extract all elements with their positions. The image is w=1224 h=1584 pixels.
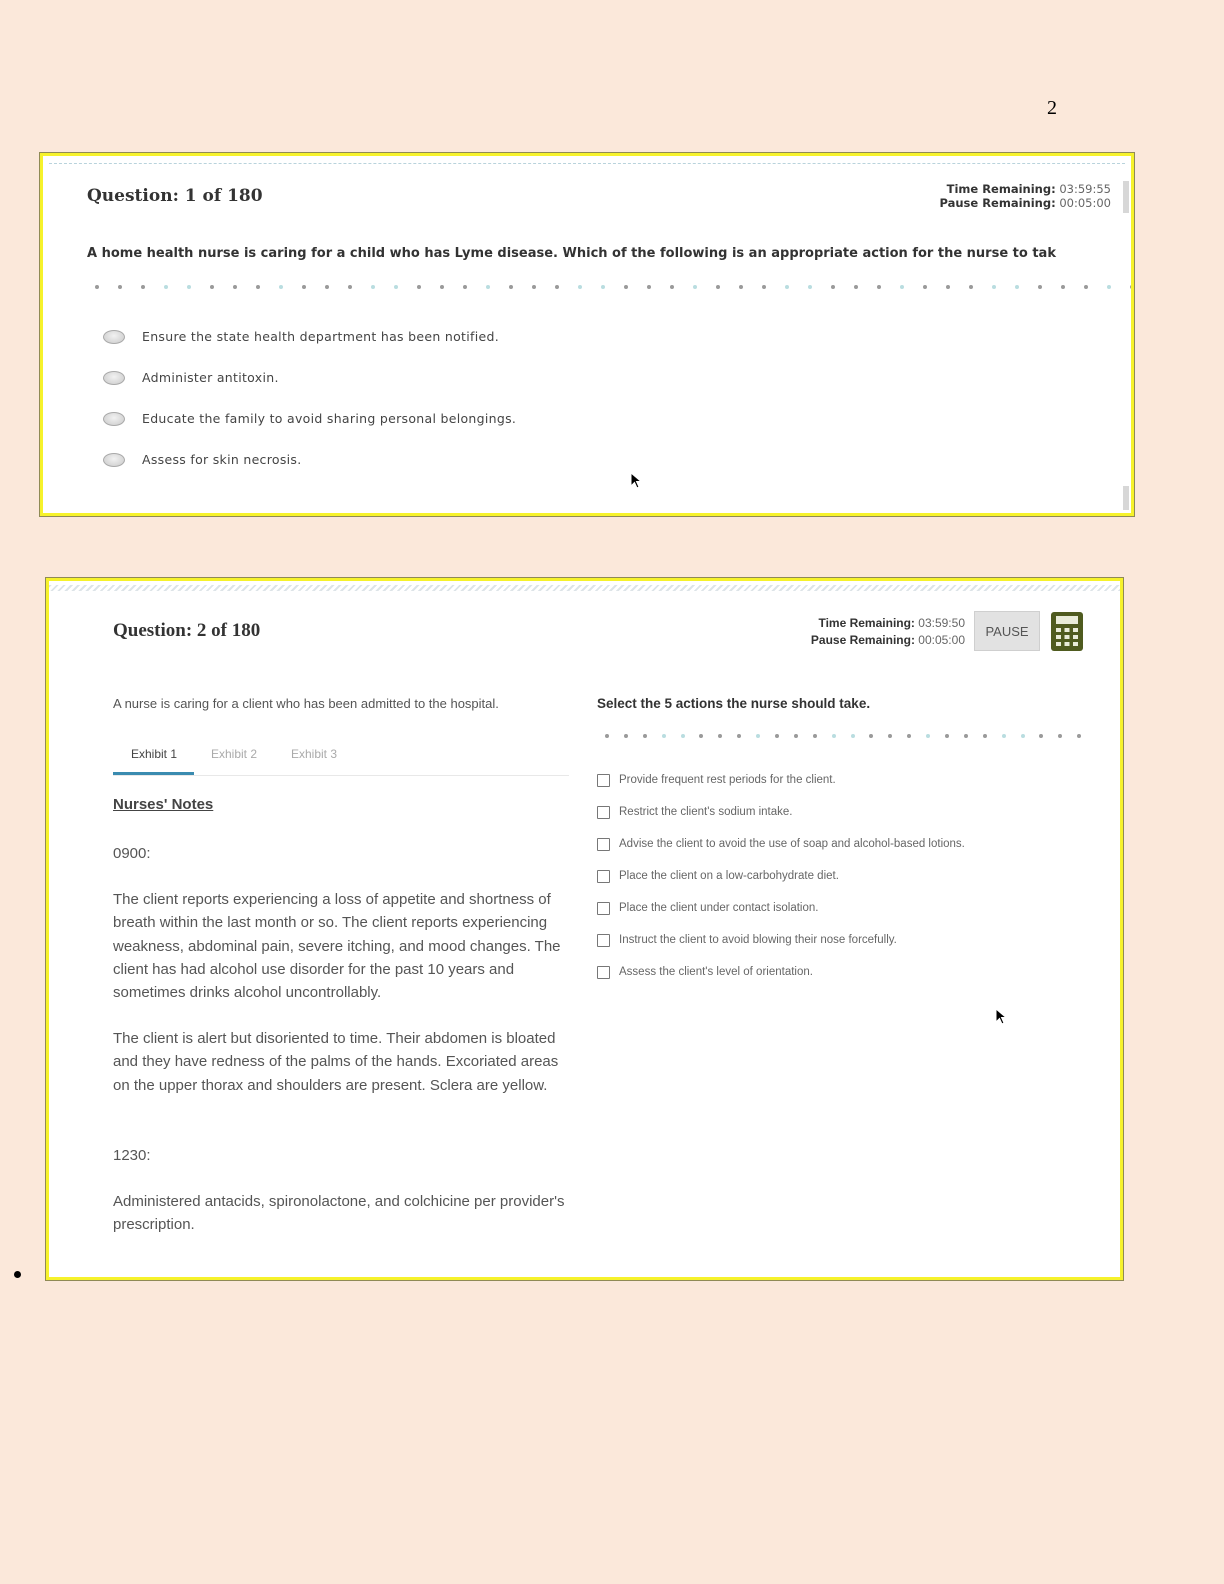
option-label: Administer antitoxin.: [142, 370, 279, 385]
divider-dot: [851, 734, 855, 738]
scrollbar-thumb-bottom[interactable]: [1123, 486, 1129, 510]
divider-dot: [95, 285, 99, 289]
timers: [811, 615, 965, 649]
divider-dot: [605, 734, 609, 738]
divider-dot: [509, 285, 513, 289]
divider-dot: [1107, 285, 1111, 289]
time-remaining-value: 03:59:55: [1059, 182, 1111, 196]
checkbox[interactable]: [597, 774, 610, 787]
divider-dot: [371, 285, 375, 289]
option-label: Educate the family to avoid sharing personal belongings.: [142, 411, 517, 426]
dotted-divider: [605, 732, 1095, 740]
answer-option[interactable]: [103, 357, 516, 398]
list-bullet: [14, 1271, 21, 1278]
tab-exhibit-3[interactable]: Exhibit 3: [291, 747, 338, 761]
divider-dot: [794, 734, 798, 738]
divider-dot: [662, 734, 666, 738]
divider-dot: [643, 734, 647, 738]
divider-dot: [1084, 285, 1088, 289]
divider-dot: [118, 285, 122, 289]
divider-dot: [808, 285, 812, 289]
divider-dot: [348, 285, 352, 289]
divider-dot: [923, 285, 927, 289]
divider-dot: [854, 285, 858, 289]
scrollbar-thumb[interactable]: [1123, 181, 1129, 213]
answer-options: [103, 316, 516, 480]
question-1-screenshot: [40, 153, 1134, 516]
divider-dot: [1058, 734, 1062, 738]
divider-dot: [1015, 285, 1019, 289]
answer-option[interactable]: [103, 398, 516, 439]
divider-dot: [992, 285, 996, 289]
question-instruction: Select the 5 actions the nurse should take.: [597, 696, 871, 711]
divider-dot: [869, 734, 873, 738]
answer-choice[interactable]: [597, 956, 965, 988]
divider-dot: [756, 734, 760, 738]
answer-choice[interactable]: [597, 764, 965, 796]
divider-dot: [926, 734, 930, 738]
divider-dot: [417, 285, 421, 289]
divider-dot: [946, 285, 950, 289]
divider-dot: [601, 285, 605, 289]
divider-dot: [624, 285, 628, 289]
divider-dot: [699, 734, 703, 738]
divider-dot: [969, 285, 973, 289]
question-title: Question: 1 of 180: [87, 186, 263, 206]
divider-dot: [1002, 734, 1006, 738]
note-time-0900: 0900:: [113, 845, 151, 862]
divider-dot: [832, 734, 836, 738]
divider-dot: [486, 285, 490, 289]
answer-choice[interactable]: [597, 924, 965, 956]
divider-dot: [831, 285, 835, 289]
divider-dot: [532, 285, 536, 289]
divider-dot: [718, 734, 722, 738]
notes-heading: Nurses' Notes: [113, 796, 214, 813]
note-time-1230: 1230:: [113, 1147, 151, 1164]
divider-dot: [785, 285, 789, 289]
radio-button[interactable]: [103, 453, 125, 467]
divider-dot: [325, 285, 329, 289]
note-paragraph: Administered antacids, spironolactone, and colchicine per provider's prescription.: [113, 1193, 565, 1234]
answer-choice[interactable]: [597, 796, 965, 828]
divider-dot: [737, 734, 741, 738]
choice-label: Place the client on a low-carbohydrate diet.: [619, 870, 839, 882]
pause-button[interactable]: PAUSE: [974, 611, 1040, 651]
divider-dot: [888, 734, 892, 738]
divider-dot: [693, 285, 697, 289]
divider-dot: [670, 285, 674, 289]
answer-option[interactable]: [103, 439, 516, 480]
divider-dot: [578, 285, 582, 289]
exhibit-tabs: [113, 741, 569, 776]
timers: [939, 182, 1111, 210]
choice-label: Advise the client to avoid the use of soap and alcohol-based lotions.: [619, 838, 965, 850]
answer-choice[interactable]: [597, 892, 965, 924]
answer-option[interactable]: [103, 316, 516, 357]
note-paragraph: The client reports experiencing a loss of appetite and shortness of breath within the last month or so. The client reports experiencing weakness, abdominal pain, severe itching, and mood changes. The client has had alcohol use disorder for the past 10 years and sometimes drinks alcohol uncontrollably.: [113, 891, 561, 1002]
divider-dot: [302, 285, 306, 289]
pause-remaining-value: 00:05:00: [1059, 196, 1111, 210]
divider-dot: [813, 734, 817, 738]
divider-dot: [739, 285, 743, 289]
answer-choices: [597, 764, 965, 988]
checkbox[interactable]: [597, 870, 610, 883]
divider-dot: [279, 285, 283, 289]
radio-button[interactable]: [103, 371, 125, 385]
calculator-icon[interactable]: [1050, 611, 1084, 652]
time-remaining-value: 03:59:50: [918, 616, 965, 630]
mouse-cursor-icon: [630, 472, 642, 490]
divider-dot: [394, 285, 398, 289]
divider-dot: [624, 734, 628, 738]
mouse-cursor-icon: [995, 1008, 1007, 1026]
answer-choice[interactable]: [597, 828, 965, 860]
top-divider: [49, 163, 1125, 164]
divider-dot: [1039, 734, 1043, 738]
divider-dot: [775, 734, 779, 738]
question-2-screenshot: [46, 578, 1123, 1280]
page-number: 2: [1047, 97, 1057, 119]
question-stem: A home health nurse is caring for a child who has Lyme disease. Which of the following is an appropriate action for the nurse to tak: [87, 246, 1056, 261]
choice-label: Restrict the client's sodium intake.: [619, 806, 793, 818]
radio-button[interactable]: [103, 412, 125, 426]
choice-label: Provide frequent rest periods for the client.: [619, 774, 836, 786]
divider-dot: [762, 285, 766, 289]
divider-dot: [681, 734, 685, 738]
question-title: Question: 2 of 180: [113, 620, 261, 641]
tab-exhibit-2[interactable]: Exhibit 2: [211, 747, 258, 761]
divider-dot: [647, 285, 651, 289]
divider-dot: [1077, 734, 1081, 738]
divider-dot: [210, 285, 214, 289]
divider-dot: [983, 734, 987, 738]
checkbox[interactable]: [597, 966, 610, 979]
pause-remaining-label: Pause Remaining:: [939, 196, 1056, 210]
divider-dot: [1061, 285, 1065, 289]
pause-remaining-value: 00:05:00: [918, 633, 965, 647]
divider-dot: [555, 285, 559, 289]
divider-dot: [900, 285, 904, 289]
radio-button[interactable]: [103, 330, 125, 344]
pause-remaining-label: Pause Remaining:: [810, 633, 915, 647]
divider-dot: [1130, 285, 1134, 289]
choice-label: Instruct the client to avoid blowing their nose forcefully.: [619, 934, 897, 946]
active-tab-indicator: [113, 772, 194, 775]
header-stripe: [49, 585, 1120, 591]
checkbox[interactable]: [597, 806, 610, 819]
divider-dot: [164, 285, 168, 289]
divider-dot: [233, 285, 237, 289]
time-remaining-label: Time Remaining:: [946, 182, 1056, 196]
divider-dot: [463, 285, 467, 289]
divider-dot: [256, 285, 260, 289]
divider-dot: [187, 285, 191, 289]
checkbox[interactable]: [597, 838, 610, 851]
dotted-divider: [95, 283, 1134, 291]
choice-label: Place the client under contact isolation.: [619, 902, 819, 914]
divider-dot: [716, 285, 720, 289]
divider-dot: [964, 734, 968, 738]
option-label: Assess for skin necrosis.: [142, 452, 302, 467]
divider-dot: [1021, 734, 1025, 738]
checkbox[interactable]: [597, 934, 610, 947]
tab-exhibit-1[interactable]: Exhibit 1: [131, 747, 178, 761]
divider-dot: [440, 285, 444, 289]
option-label: Ensure the state health department has been notified.: [142, 329, 499, 344]
divider-dot: [141, 285, 145, 289]
time-remaining-label: Time Remaining:: [818, 616, 915, 630]
scenario-intro: A nurse is caring for a client who has been admitted to the hospital.: [113, 696, 499, 711]
note-paragraph: The client is alert but disoriented to time. Their abdomen is bloated and they have redness of the palms of the hands. Excoriated areas on the upper thorax and shoulders are present. Sclera are yellow.: [113, 1030, 559, 1094]
divider-dot: [1038, 285, 1042, 289]
divider-dot: [877, 285, 881, 289]
choice-label: Assess the client's level of orientation.: [619, 966, 813, 978]
checkbox[interactable]: [597, 902, 610, 915]
divider-dot: [907, 734, 911, 738]
answer-choice[interactable]: [597, 860, 965, 892]
divider-dot: [945, 734, 949, 738]
